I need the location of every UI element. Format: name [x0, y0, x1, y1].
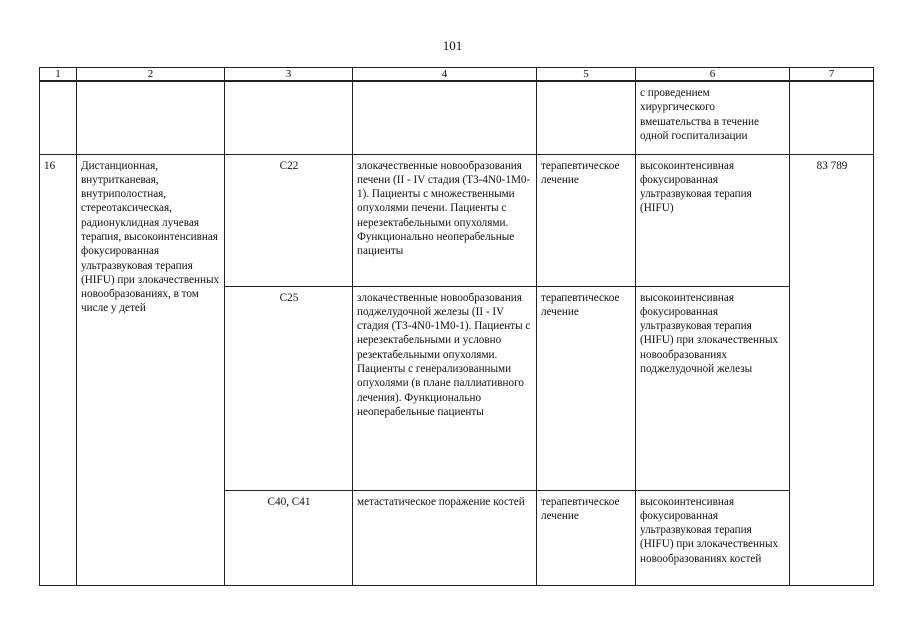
cell-empty	[40, 81, 77, 154]
diagnosis-codes: C22	[225, 154, 353, 286]
cell-empty	[225, 81, 353, 154]
column-number-row	[40, 68, 874, 82]
treatment-type: терапевтическое лечение	[537, 286, 636, 490]
page-number: 101	[442, 38, 463, 53]
column-number: 5	[537, 68, 636, 82]
treatment-method: высокоинтенсивная фокусированная ультразвуковая терапия (HIFU)	[636, 154, 790, 286]
diagnosis-codes: C25	[225, 286, 353, 490]
group-cost: 83 789	[790, 154, 874, 585]
column-number: 2	[77, 68, 225, 82]
continuation-row	[40, 81, 874, 154]
table-row	[40, 154, 874, 286]
cell-empty	[77, 81, 225, 154]
continuation-method: с проведением хирургического вмешательства в течение одной госпитализации	[636, 81, 790, 154]
column-number: 4	[353, 68, 537, 82]
diagnosis-codes: C40, C41	[225, 490, 353, 585]
group-number: 16	[40, 154, 77, 585]
procedures-table	[39, 67, 874, 586]
condition-description: метастатическое поражение костей	[353, 490, 537, 585]
column-number: 7	[790, 68, 874, 82]
cell-empty	[790, 81, 874, 154]
cell-empty	[353, 81, 537, 154]
treatment-type: терапевтическое лечение	[537, 154, 636, 286]
group-name: Дистанционная, внутритканевая, внутриполостная, стереотаксическая, радионуклидная лучевая терапия, высокоинтенсивная фокусированная ультразвуковая терапия (HIFU) при злокачественных новообразованиях, в том числе у детей	[77, 154, 225, 585]
column-number: 1	[40, 68, 77, 82]
treatment-type: терапевтическое лечение	[537, 490, 636, 585]
treatment-method: высокоинтенсивная фокусированная ультразвуковая терапия (HIFU) при злокачественных новообразованиях костей	[636, 490, 790, 585]
column-number: 3	[225, 68, 353, 82]
condition-description: злокачественные новообразования печени (II - IV стадия (T3-4N0-1M0-1). Пациенты с множественными опухолями печени. Пациенты с нерезектабельными опухолями. Функционально неоперабельные пациенты	[353, 154, 537, 286]
cell-empty	[537, 81, 636, 154]
condition-description: злокачественные новообразования поджелудочной железы (II - IV стадия (T3-4N0-1M0-1). Пациенты с нерезектабельными и условно резектабельными опухолями. Пациенты с генерализованными опухолями (в плане паллиативного лечения). Функционально неоперабельные пациенты	[353, 286, 537, 490]
column-number: 6	[636, 68, 790, 82]
treatment-method: высокоинтенсивная фокусированная ультразвуковая терапия (HIFU) при злокачественных новообразованиях поджелудочной железы	[636, 286, 790, 490]
